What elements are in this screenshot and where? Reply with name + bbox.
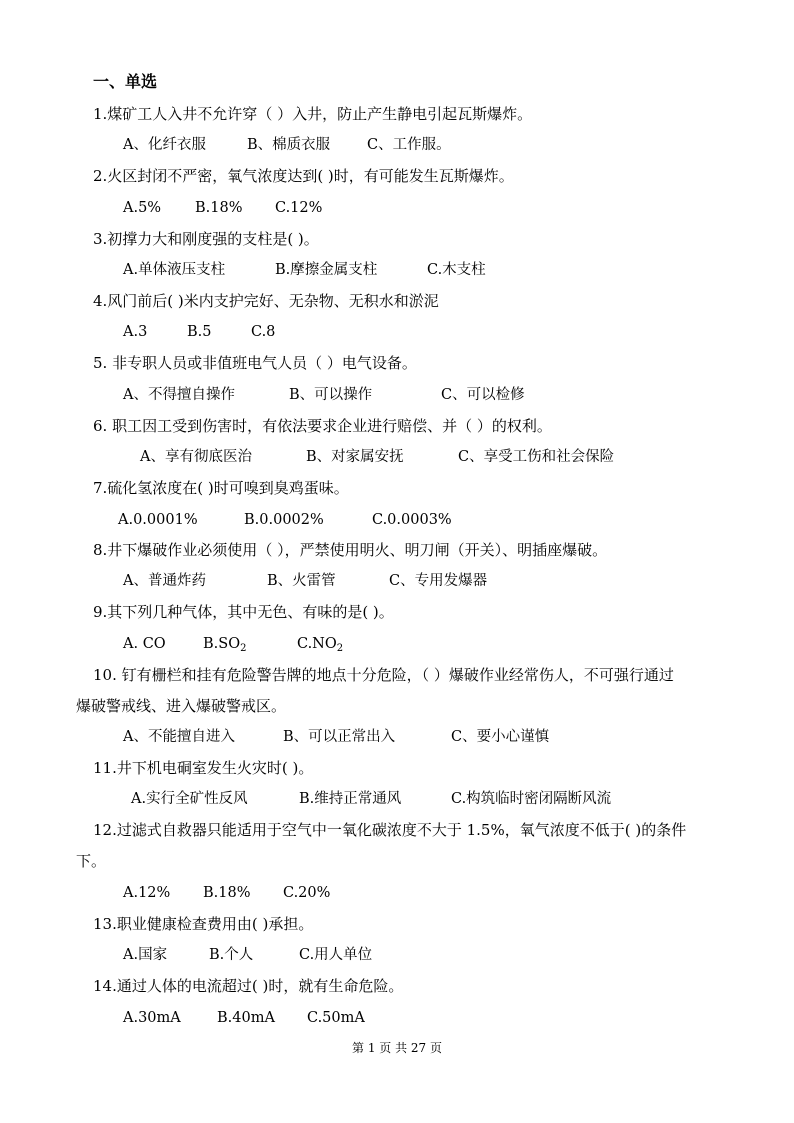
option-c: C.50mA (307, 1010, 365, 1026)
option-a: A.单体液压支柱 (123, 262, 226, 278)
option-b: B.18% (203, 885, 251, 901)
option-b: B.个人 (209, 947, 254, 963)
option-a: A.实行全矿性反风 (131, 791, 248, 807)
option-a: A.30mA (123, 1010, 181, 1026)
option-a: A、化纤衣服 (123, 137, 206, 153)
question-7-options (118, 510, 452, 530)
option-b: B.5 (187, 324, 212, 340)
question-2-stem: 2.火区封闭不严密，氧气浓度达到( )时，有可能发生瓦斯爆炸。 (93, 167, 514, 185)
question-8-stem: 8.井下爆破作业必须使用（ ），严禁使用明火、明刀闸（开关）、明插座爆破。 (93, 541, 608, 559)
option-c-text: C.NO (297, 636, 337, 652)
question-8-options (123, 571, 487, 591)
option-a: A.国家 (123, 947, 168, 963)
option-c: C.用人单位 (299, 947, 373, 963)
option-c (297, 634, 343, 659)
question-4-stem: 4.风门前后( )米内支护完好、无杂物、无积水和淤泥 (93, 292, 439, 310)
option-a: A、不得擅自操作 (123, 387, 235, 403)
option-c: C.20% (283, 885, 331, 901)
section-title: 一、单选 (93, 72, 158, 91)
option-c: C.8 (251, 324, 276, 340)
option-c: C.构筑临时密闭隔断风流 (451, 791, 612, 807)
question-5-options (123, 385, 525, 405)
question-11-options (131, 789, 611, 809)
option-c-subscript: 2 (336, 643, 344, 654)
question-9-options (123, 634, 343, 659)
option-c: C.12% (275, 200, 323, 216)
option-a: A、享有彻底医治 (140, 449, 252, 465)
option-b: B、棉质衣服 (247, 137, 331, 153)
option-c: C、要小心谨慎 (451, 729, 550, 745)
question-13-options (123, 945, 372, 965)
question-12-stem-continued: 下。 (76, 852, 107, 870)
question-10-stem: 10. 钉有栅栏和挂有危险警告牌的地点十分危险，（ ）爆破作业经常伤人，不可强行通过 (93, 666, 674, 684)
question-3-stem: 3.初撑力大和刚度强的支柱是( )。 (93, 230, 319, 248)
option-c: C、享受工伤和社会保险 (458, 449, 615, 465)
question-11-stem: 11.井下机电硐室发生火灾时( )。 (93, 759, 314, 777)
option-b (203, 634, 297, 659)
page-footer: 第 1 页 共 27 页 (352, 1041, 442, 1055)
question-13-stem: 13.职业健康检查费用由( )承担。 (93, 915, 314, 933)
question-14-options (123, 1008, 365, 1028)
question-4-options (123, 322, 275, 342)
question-2-options (123, 198, 322, 218)
question-14-stem: 14.通过人体的电流超过( )时，就有生命危险。 (93, 977, 404, 995)
option-b: B、对家属安抚 (306, 449, 404, 465)
question-10-options (123, 727, 549, 747)
question-3-options (123, 260, 486, 280)
option-b: B.40mA (217, 1010, 275, 1026)
option-b-subscript: 2 (240, 643, 247, 654)
option-a: A.3 (123, 324, 148, 340)
option-a: A.12% (123, 885, 171, 901)
option-a: A. CO (123, 636, 166, 652)
option-a: A、普通炸药 (123, 573, 206, 589)
option-b: B.18% (195, 200, 243, 216)
option-b: B、可以正常出入 (283, 729, 396, 745)
option-a: A.0.0001% (118, 512, 198, 528)
question-1-stem: 1.煤矿工人入井不允许穿（ ）入井，防止产生静电引起瓦斯爆炸。 (93, 105, 533, 123)
question-1-options (123, 135, 451, 155)
question-9-stem: 9.其下列几种气体，其中无色、有味的是( )。 (93, 603, 394, 621)
option-b: B、火雷管 (267, 573, 336, 589)
option-c: C、专用发爆器 (389, 573, 488, 589)
question-7-stem: 7.硫化氢浓度在( )时可嗅到臭鸡蛋味。 (93, 479, 349, 497)
question-12-stem: 12.过滤式自救器只能适用于空气中一氧化碳浓度不大于 1.5%，氧气浓度不低于( )的条件 (93, 821, 687, 839)
question-6-stem: 6. 职工因工受到伤害时，有依法要求企业进行赔偿、并（ ）的权利。 (93, 417, 552, 435)
option-b-text: B.SO (203, 636, 241, 652)
question-5-stem: 5. 非专职人员或非值班电气人员（ ）电气设备。 (93, 354, 417, 372)
question-6-options (140, 447, 614, 467)
option-b: B.维持正常通风 (299, 791, 402, 807)
option-b: B、可以操作 (289, 387, 373, 403)
option-c: C、可以检修 (441, 387, 525, 403)
question-10-stem-continued: 爆破警戒线、进入爆破警戒区。 (76, 697, 287, 715)
question-12-options (123, 883, 330, 903)
option-c: C.木支柱 (427, 262, 486, 278)
option-c: C.0.0003% (372, 512, 452, 528)
option-a: A.5% (123, 200, 162, 216)
option-c: C、工作服。 (367, 137, 451, 153)
option-b: B.摩擦金属支柱 (275, 262, 378, 278)
option-b: B.0.0002% (244, 512, 324, 528)
option-a: A、不能擅自进入 (123, 729, 235, 745)
